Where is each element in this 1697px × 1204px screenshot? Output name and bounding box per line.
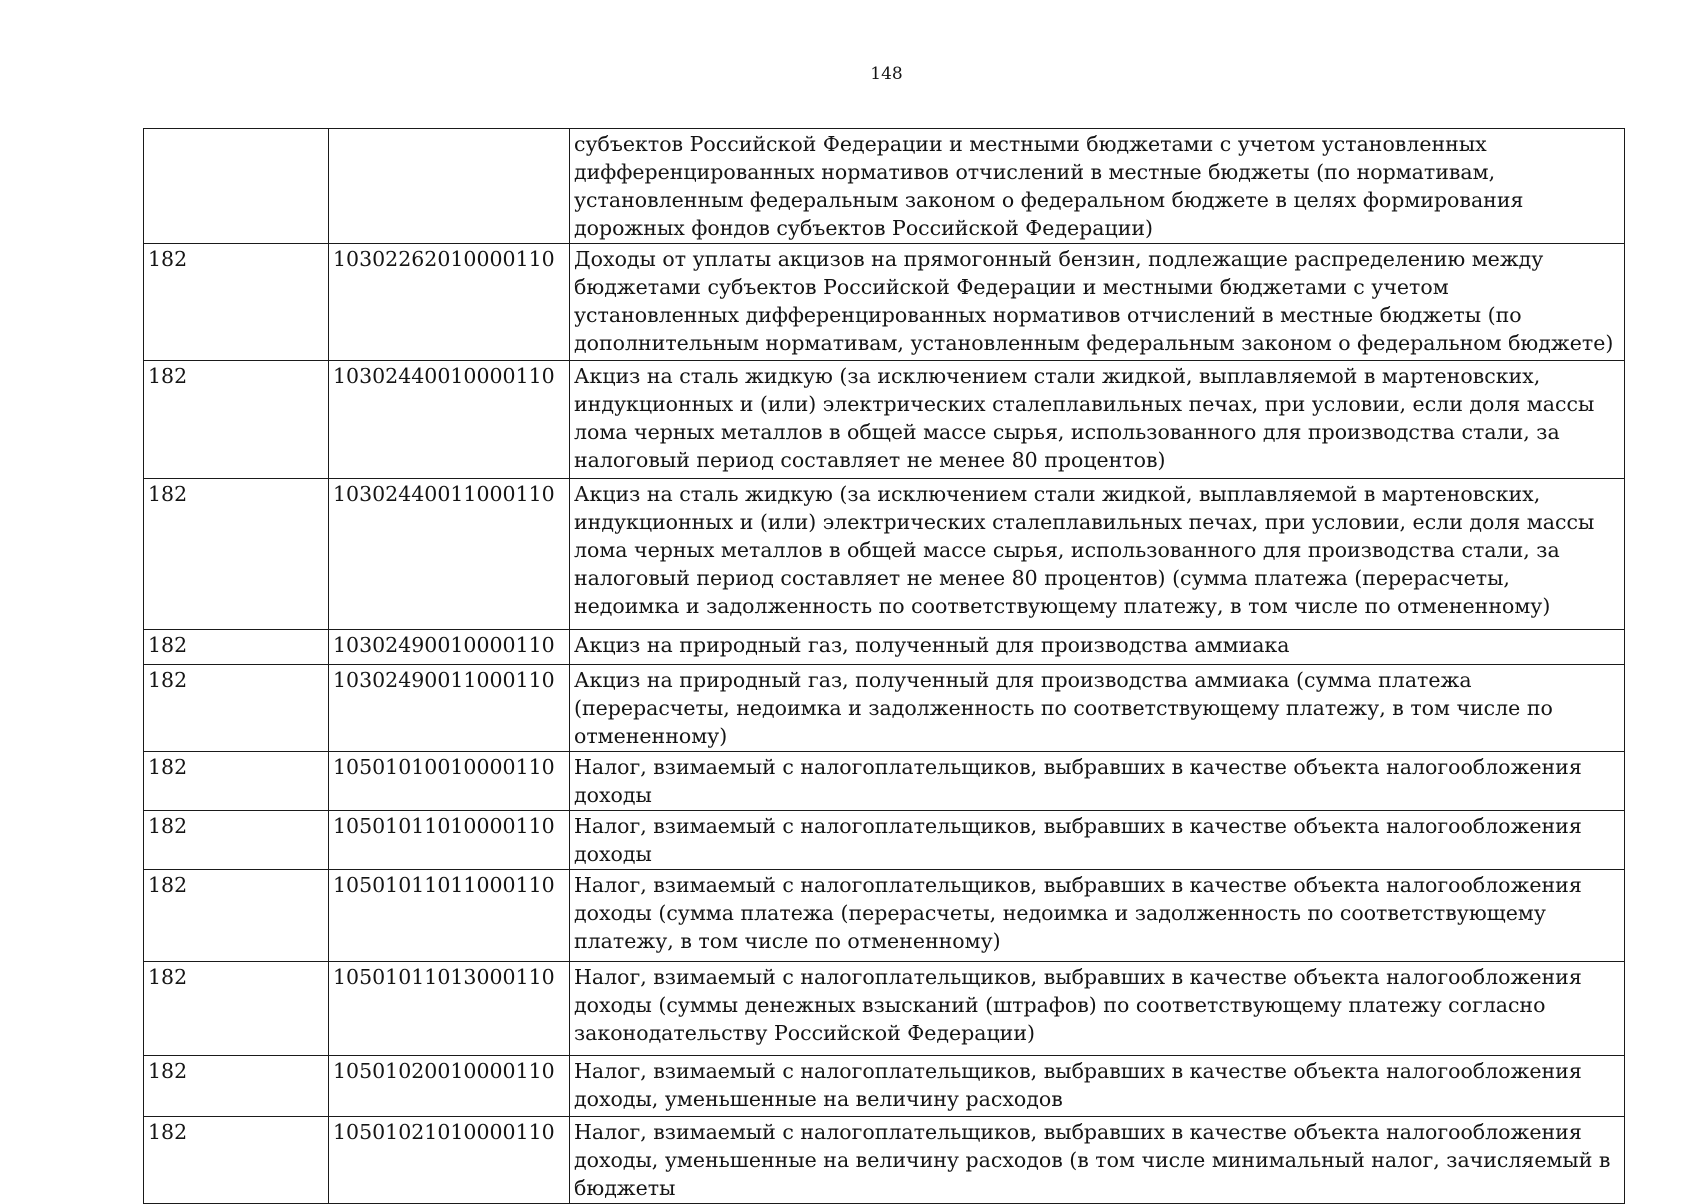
budget-code-cell: 10501020010000110: [329, 1056, 570, 1117]
description-cell: Налог, взимаемый с налогоплательщиков, выбравших в качестве объекта налогообложения доходы (суммы денежных взысканий (штрафов) по соответствующему платежу согласно законодательству Российской Федерации): [570, 962, 1625, 1056]
table-row: [144, 1056, 1625, 1117]
admin-code-cell: 182: [144, 244, 329, 361]
admin-code-cell: 182: [144, 870, 329, 962]
admin-code-cell: 182: [144, 1056, 329, 1117]
table-row: [144, 811, 1625, 870]
table-row: [144, 244, 1625, 361]
admin-code-cell: 182: [144, 361, 329, 479]
description-cell: Налог, взимаемый с налогоплательщиков, выбравших в качестве объекта налогообложения доходы (сумма платежа (перерасчеты, недоимка и задолженность по соответствующему платежу, в том числе по отмененному): [570, 870, 1625, 962]
table-row: [144, 361, 1625, 479]
budget-code-cell: 10501011011000110: [329, 870, 570, 962]
budget-code-cell: 10302440011000110: [329, 479, 570, 630]
budget-code-cell: 10302440010000110: [329, 361, 570, 479]
admin-code-cell: 182: [144, 1117, 329, 1204]
description-cell: Доходы от уплаты акцизов на прямогонный бензин, подлежащие распределению между бюджетами субъектов Российской Федерации и местными бюджетами с учетом установленных дифференцированных нормативов отчислений в местные бюджеты (по дополнительным нормативам, установленным федеральным законом о федеральном бюджете): [570, 244, 1625, 361]
description-cell: Акциз на сталь жидкую (за исключением стали жидкой, выплавляемой в мартеновских, индукционных и (или) электрических сталеплавильных печах, при условии, если доля массы лома черных металлов в общей массе сырья, использованного для производства стали, за налоговый период составляет не менее 80 процентов): [570, 361, 1625, 479]
table-row: [144, 665, 1625, 752]
description-cell: Акциз на природный газ, полученный для производства аммиака (сумма платежа (перерасчеты, недоимка и задолженность по соответствующему платежу, в том числе по отмененному): [570, 665, 1625, 752]
description-cell: Акциз на сталь жидкую (за исключением стали жидкой, выплавляемой в мартеновских, индукционных и (или) электрических сталеплавильных печах, при условии, если доля массы лома черных металлов в общей массе сырья, использованного для производства стали, за налоговый период составляет не менее 80 процентов) (сумма платежа (перерасчеты, недоимка и задолженность по соответствующему платежу, в том числе по отмененному): [570, 479, 1625, 630]
table-row: [144, 870, 1625, 962]
description-cell: Акциз на природный газ, полученный для производства аммиака: [570, 630, 1625, 665]
table-row: [144, 752, 1625, 811]
table-row: [144, 630, 1625, 665]
admin-code-cell: 182: [144, 962, 329, 1056]
admin-code-cell: 182: [144, 665, 329, 752]
description-cell: субъектов Российской Федерации и местными бюджетами с учетом установленных дифференцированных нормативов отчислений в местные бюджеты (по нормативам, установленным федеральным законом о федеральном бюджете в целях формирования дорожных фондов субъектов Российской Федерации): [570, 129, 1625, 244]
admin-code-cell: 182: [144, 479, 329, 630]
budget-code-cell: [329, 129, 570, 244]
table-row: [144, 129, 1625, 244]
admin-code-cell: 182: [144, 630, 329, 665]
budget-code-cell: 10302490011000110: [329, 665, 570, 752]
description-cell: Налог, взимаемый с налогоплательщиков, выбравших в качестве объекта налогообложения доходы, уменьшенные на величину расходов: [570, 1056, 1625, 1117]
admin-code-cell: 182: [144, 811, 329, 870]
budget-code-cell: 10302262010000110: [329, 244, 570, 361]
budget-code-cell: 10501021010000110: [329, 1117, 570, 1204]
table-row: [144, 962, 1625, 1056]
table-row: [144, 479, 1625, 630]
budget-code-cell: 10501011013000110: [329, 962, 570, 1056]
admin-code-cell: 182: [144, 752, 329, 811]
page-number: 148: [870, 64, 903, 84]
budget-code-cell: 10501010010000110: [329, 752, 570, 811]
description-cell: Налог, взимаемый с налогоплательщиков, выбравших в качестве объекта налогообложения доходы, уменьшенные на величину расходов (в том числе минимальный налог, зачисляемый в бюджеты: [570, 1117, 1625, 1204]
budget-code-cell: 10501011010000110: [329, 811, 570, 870]
revenue-codes-table: [143, 128, 1625, 1204]
table-row: [144, 1117, 1625, 1204]
budget-code-cell: 10302490010000110: [329, 630, 570, 665]
admin-code-cell: [144, 129, 329, 244]
description-cell: Налог, взимаемый с налогоплательщиков, выбравших в качестве объекта налогообложения доходы: [570, 811, 1625, 870]
description-cell: Налог, взимаемый с налогоплательщиков, выбравших в качестве объекта налогообложения доходы: [570, 752, 1625, 811]
